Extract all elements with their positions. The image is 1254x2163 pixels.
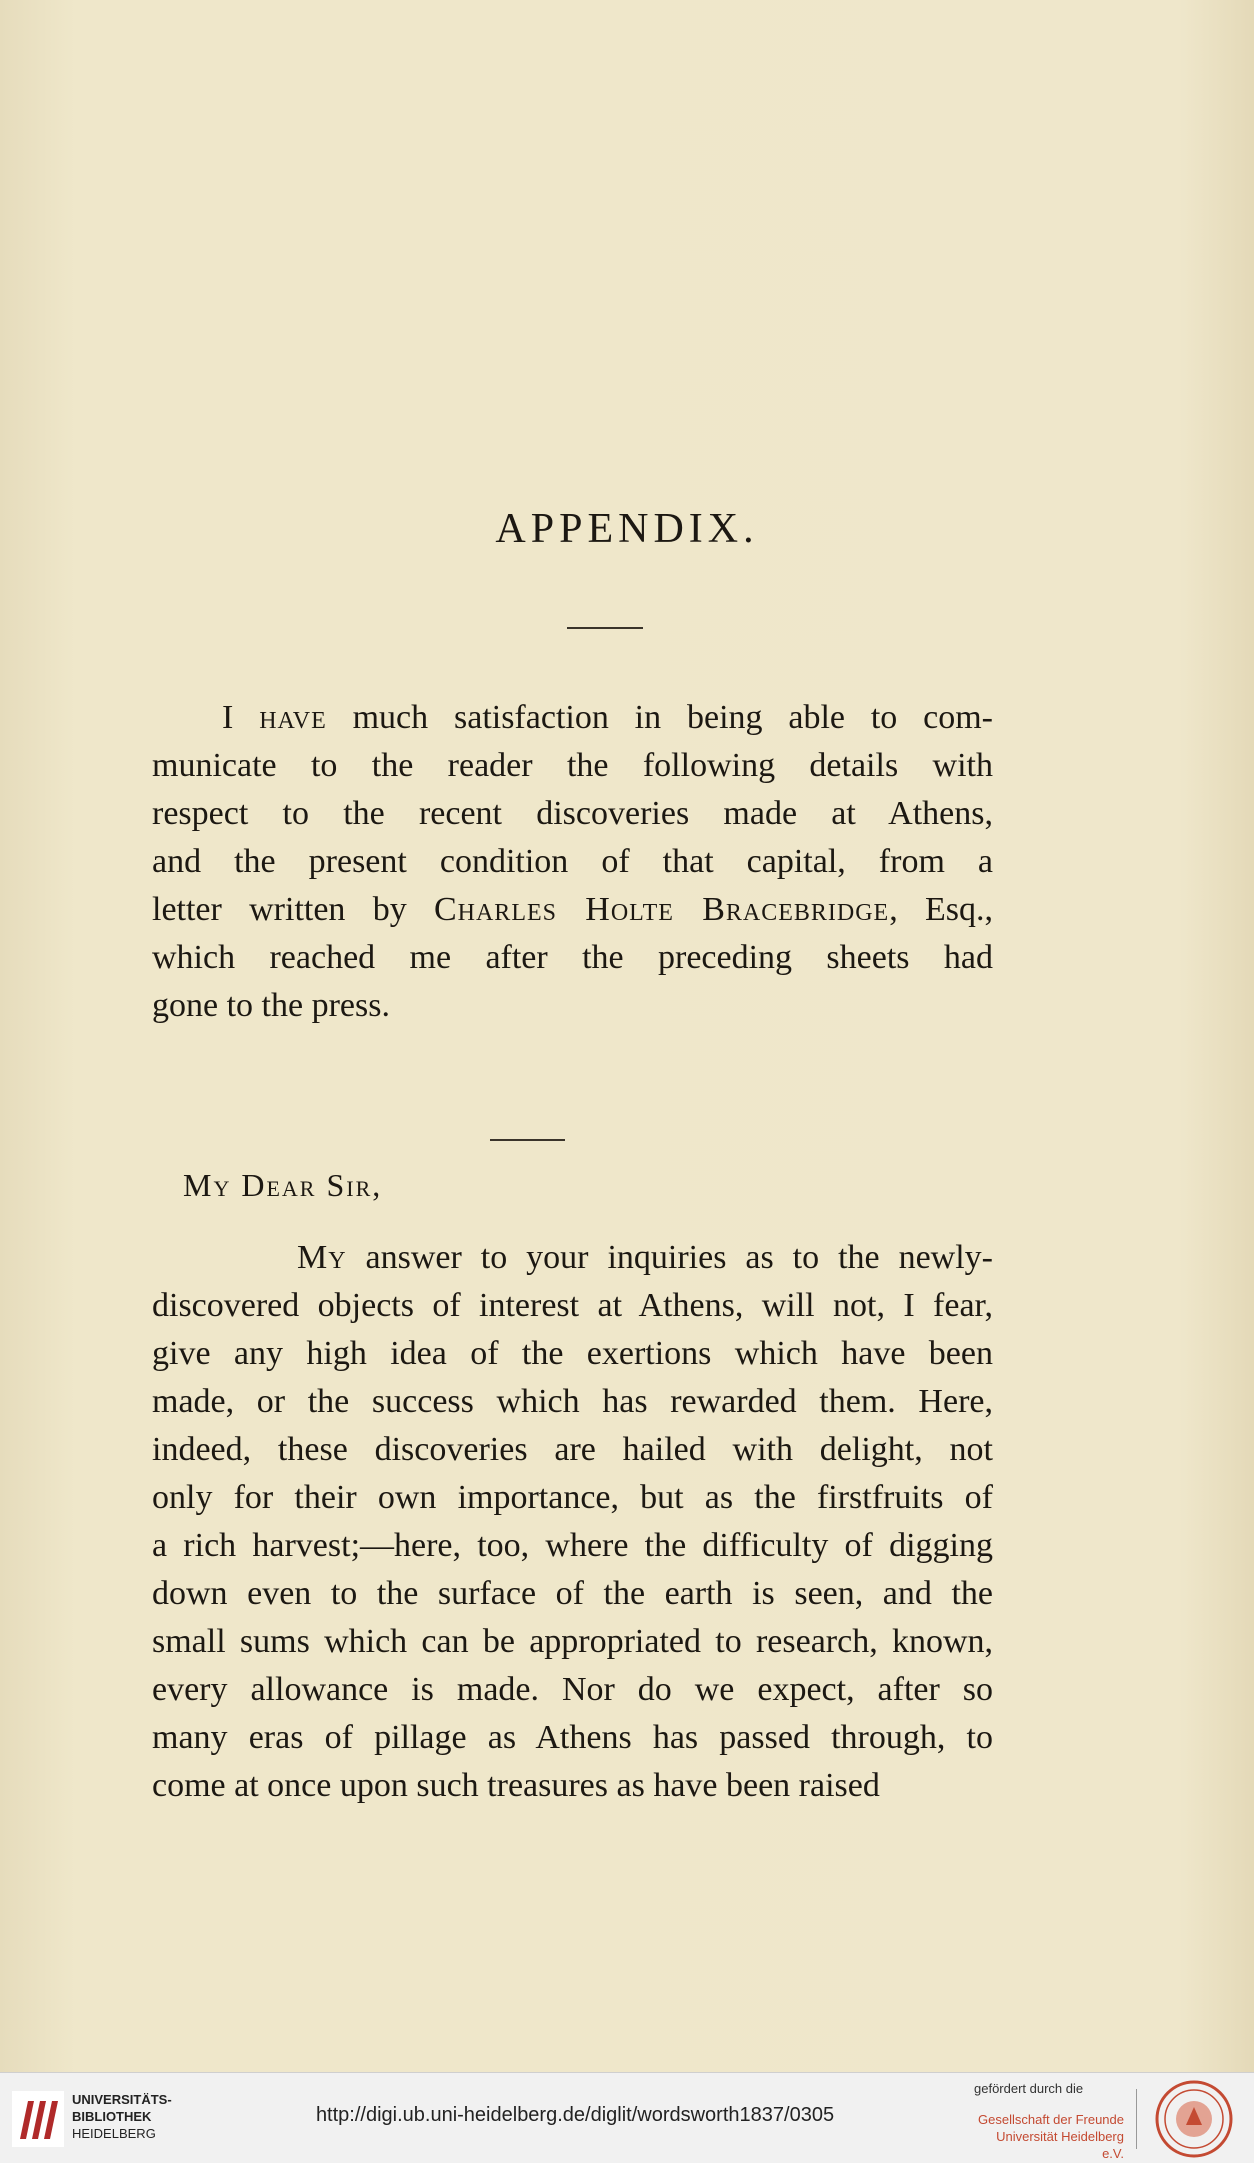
sponsor-divider [1136,2089,1137,2149]
text-segment: answer to your inquiries as to the newly- [346,1239,993,1276]
text-segment: which reached me after the preceding sheets had [152,939,993,976]
text-segment: I [222,699,260,736]
text-line [152,1618,993,1666]
title-divider [567,627,643,629]
text-segment: municate to the reader the following details with [152,747,993,784]
text-segment: respect to the recent discoveries made at Athens, [152,795,993,832]
text-segment: small sums which can be appropriated to research, known, [152,1623,993,1660]
library-name: UNIVERSITÄTS- BIBLIOTHEK HEIDELBERG [72,2092,172,2141]
text-segment: give any high idea of the exertions which have been [152,1335,993,1372]
letter-salutation: My Dear Sir, [183,1167,383,1203]
small-caps-text: have [259,699,327,736]
sponsor-label: gefördert durch die [974,2081,1084,2096]
text-segment: every allowance is made. Nor do we expect, after so [152,1671,993,1708]
page-title: APPENDIX. [495,506,759,552]
text-line [152,790,993,838]
text-segment: indeed, these discoveries are hailed with delight, not [152,1431,993,1468]
text-line [152,1762,993,1810]
university-seal-icon [1152,2079,1236,2159]
small-caps-text: Charles Holte Bracebridge [433,891,890,928]
text-line [152,1234,993,1282]
text-segment: only for their own importance, but as the firstfruits of [152,1479,993,1516]
text-segment: made, or the success which has rewarded them. Here, [152,1383,993,1420]
text-line [152,982,993,1030]
section-divider [490,1139,565,1141]
text-segment: many eras of pillage as Athens has passed through, to [152,1719,993,1756]
text-segment: and the present condition of that capital, from a [152,843,993,880]
permalink-url[interactable]: http://digi.ub.uni-heidelberg.de/diglit/wordsworth1837/0305 [315,2104,835,2126]
text-segment: down even to the surface of the earth is seen, and the [152,1575,993,1612]
text-segment: a rich harvest;—here, too, where the difficulty of digging [152,1527,993,1564]
text-segment: discovered objects of interest at Athens, will not, I fear, [152,1287,993,1324]
text-line [152,886,993,934]
text-segment: gone to the press. [152,987,390,1024]
text-line [152,934,993,982]
text-line [152,1474,993,1522]
text-line [152,838,993,886]
sponsor-name: Gesellschaft der Freunde Universität Heidelberg e.V. [978,2112,1124,2161]
text-line [152,1522,993,1570]
text-line [152,1426,993,1474]
text-line [152,742,993,790]
text-segment: come at once upon such treasures as have been raised [152,1767,880,1804]
text-line [152,1330,993,1378]
text-line [152,1714,993,1762]
text-line [152,1570,993,1618]
text-line [152,1378,993,1426]
intro-paragraph [152,694,993,1030]
text-line [152,694,993,742]
small-caps-text: My [297,1239,347,1276]
text-line [152,1666,993,1714]
text-segment: , Esq., [889,891,993,928]
letter-paragraph [152,1234,993,1810]
viewer-footer [0,2072,1254,2163]
text-segment: letter written by [152,891,434,928]
text-segment: much satisfaction in being able to com- [326,699,994,736]
text-line [152,1282,993,1330]
